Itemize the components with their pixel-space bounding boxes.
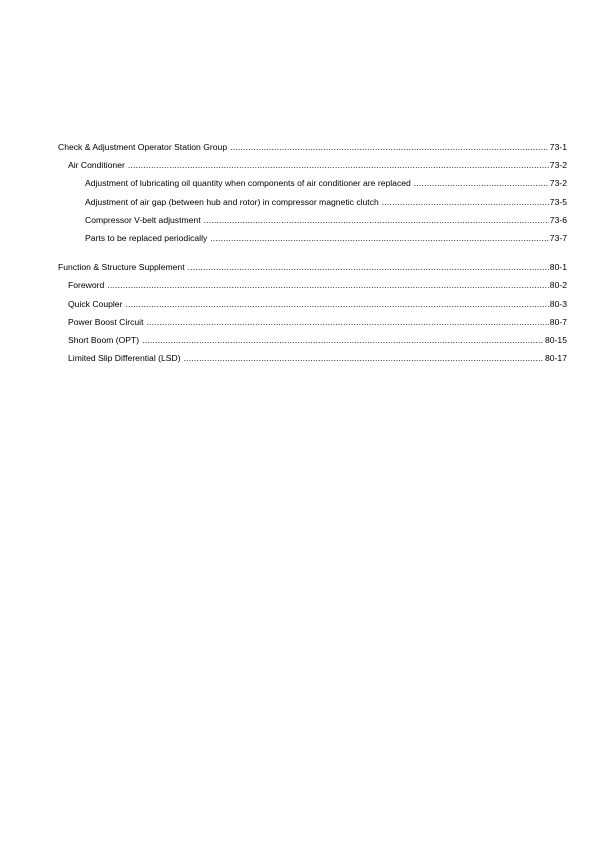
toc-entry[interactable] — [58, 156, 567, 174]
toc-entry[interactable] — [58, 276, 567, 294]
toc-entry-title: Foreword — [68, 280, 105, 291]
toc-entry-title: Short Boom (OPT) — [68, 334, 140, 345]
toc-entry-title: Function & Structure Supplement — [58, 262, 185, 273]
toc-entry-page: 80-3 — [549, 298, 567, 309]
toc-entry[interactable] — [58, 193, 567, 211]
toc-dot-leader — [210, 229, 549, 247]
toc-entry-title: Air Conditioner — [68, 160, 125, 171]
toc-dot-leader — [188, 258, 549, 276]
toc-dot-leader — [414, 174, 549, 192]
toc-dot-leader — [142, 331, 544, 349]
toc-entry-title: Quick Coupler — [68, 298, 123, 309]
toc-entry-page: 73-7 — [549, 232, 567, 243]
toc-entry[interactable] — [58, 229, 567, 247]
toc-entry[interactable] — [58, 138, 567, 156]
toc-entry[interactable] — [58, 349, 567, 367]
toc-entry[interactable] — [58, 211, 567, 229]
toc-entry-title: Limited Slip Differential (LSD) — [68, 353, 181, 364]
toc-dot-leader — [230, 138, 549, 156]
toc-entry[interactable] — [58, 295, 567, 313]
toc-entry-title: Compressor V-belt adjustment — [85, 214, 201, 225]
toc-entry-page: 73-2 — [549, 178, 567, 189]
toc-entry-title: Adjustment of lubricating oil quantity when components of air conditioner are replaced — [85, 178, 411, 189]
toc-dot-leader — [125, 295, 548, 313]
toc-entry[interactable] — [58, 313, 567, 331]
toc-section-check-adjustment — [58, 138, 567, 247]
toc-entry-page: 80-1 — [549, 262, 567, 273]
toc-dot-leader — [146, 313, 548, 331]
toc-entry-title: Check & Adjustment Operator Station Group — [58, 142, 228, 152]
toc-entry[interactable] — [58, 174, 567, 192]
toc-entry-page: 73-1 — [549, 142, 567, 152]
toc-entry-page: 80-15 — [545, 334, 567, 345]
toc-entry-title: Power Boost Circuit — [68, 316, 144, 327]
toc-dot-leader — [204, 211, 549, 229]
toc-entry-page: 80-7 — [549, 316, 567, 327]
toc-dot-leader — [128, 156, 549, 174]
toc-entry-page: 80-2 — [549, 280, 567, 291]
toc-entry-page: 73-2 — [549, 160, 567, 171]
toc-section-function-structure — [58, 258, 567, 367]
toc-dot-leader — [107, 276, 549, 294]
toc-entry[interactable] — [58, 331, 567, 349]
table-of-contents — [58, 138, 567, 367]
toc-entry[interactable] — [58, 258, 567, 276]
toc-entry-page: 73-5 — [549, 196, 567, 207]
toc-entry-page: 73-6 — [549, 214, 567, 225]
toc-dot-leader — [382, 193, 549, 211]
toc-dot-leader — [184, 349, 544, 367]
toc-entry-title: Parts to be replaced periodically — [85, 232, 208, 243]
toc-entry-page: 80-17 — [545, 353, 567, 364]
toc-entry-title: Adjustment of air gap (between hub and rotor) in compressor magnetic clutch — [85, 196, 379, 207]
